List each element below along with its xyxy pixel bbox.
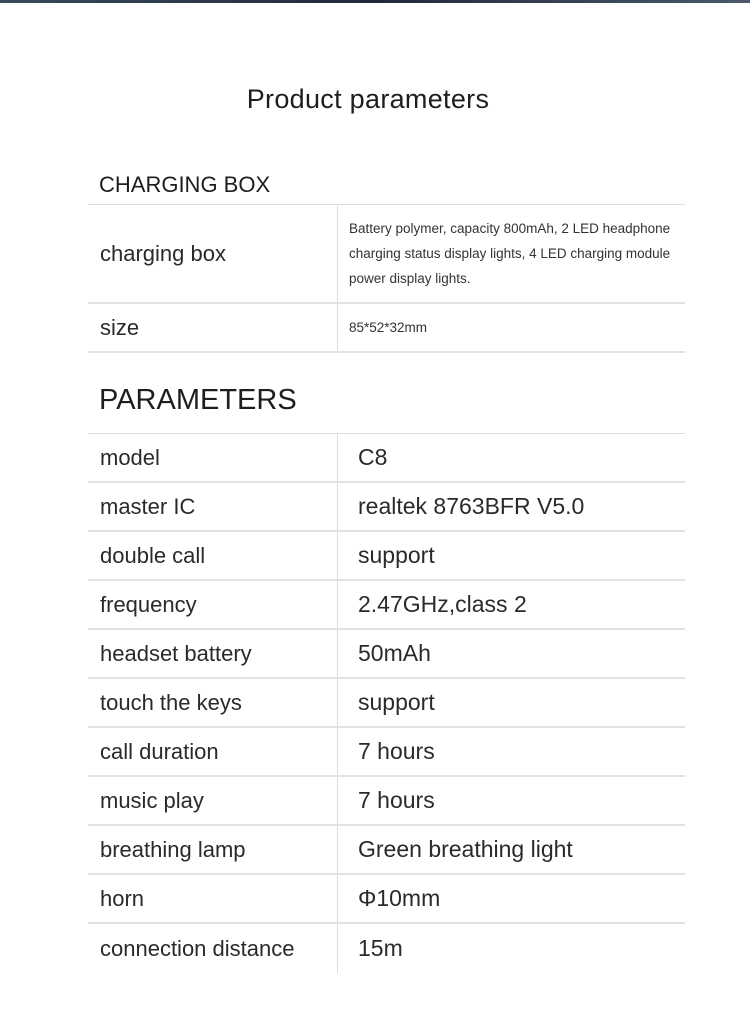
table-row — [88, 875, 685, 924]
table-row — [88, 826, 685, 875]
row-value: Battery polymer, capacity 800mAh, 2 LED headphone charging status display lights, 4 LED charging module power display lights. — [349, 221, 671, 286]
row-label: breathing lamp — [88, 826, 338, 873]
row-label: horn — [88, 875, 338, 922]
table-row — [88, 728, 685, 777]
table-row — [88, 483, 685, 532]
row-label: master IC — [88, 483, 338, 530]
table-row — [88, 304, 685, 353]
row-label: headset battery — [88, 630, 338, 677]
row-value: support — [358, 689, 435, 715]
charging-box-heading: CHARGING BOX — [99, 172, 271, 197]
charging-box-table — [88, 204, 685, 353]
row-label: double call — [88, 532, 338, 579]
row-value: realtek 8763BFR V5.0 — [358, 493, 585, 519]
table-row — [88, 679, 685, 728]
row-value: C8 — [358, 444, 388, 470]
table-row — [88, 777, 685, 826]
row-value: 15m — [358, 935, 403, 961]
table-row — [88, 924, 685, 973]
row-label: music play — [88, 777, 338, 824]
parameters-table — [88, 433, 685, 973]
table-row — [88, 205, 685, 304]
row-label: touch the keys — [88, 679, 338, 726]
row-value: 50mAh — [358, 640, 431, 666]
parameters-heading: PARAMETERS — [99, 384, 297, 416]
row-value: 2.47GHz,class 2 — [358, 591, 527, 617]
table-row — [88, 532, 685, 581]
row-label: call duration — [88, 728, 338, 775]
row-label: charging box — [88, 205, 338, 302]
row-label: model — [88, 434, 338, 481]
page-title: Product parameters — [246, 84, 490, 114]
row-label: size — [88, 304, 338, 351]
table-row — [88, 434, 685, 483]
table-row — [88, 630, 685, 679]
row-value: Green breathing light — [358, 836, 573, 862]
top-decorative-strip — [0, 0, 750, 3]
row-value: 7 hours — [358, 787, 435, 813]
row-value: 7 hours — [358, 738, 435, 764]
table-row — [88, 581, 685, 630]
row-value: support — [358, 542, 435, 568]
row-label: connection distance — [88, 924, 338, 973]
row-label: frequency — [88, 581, 338, 628]
row-value: Φ10mm — [358, 885, 441, 911]
row-value: 85*52*32mm — [349, 320, 428, 335]
